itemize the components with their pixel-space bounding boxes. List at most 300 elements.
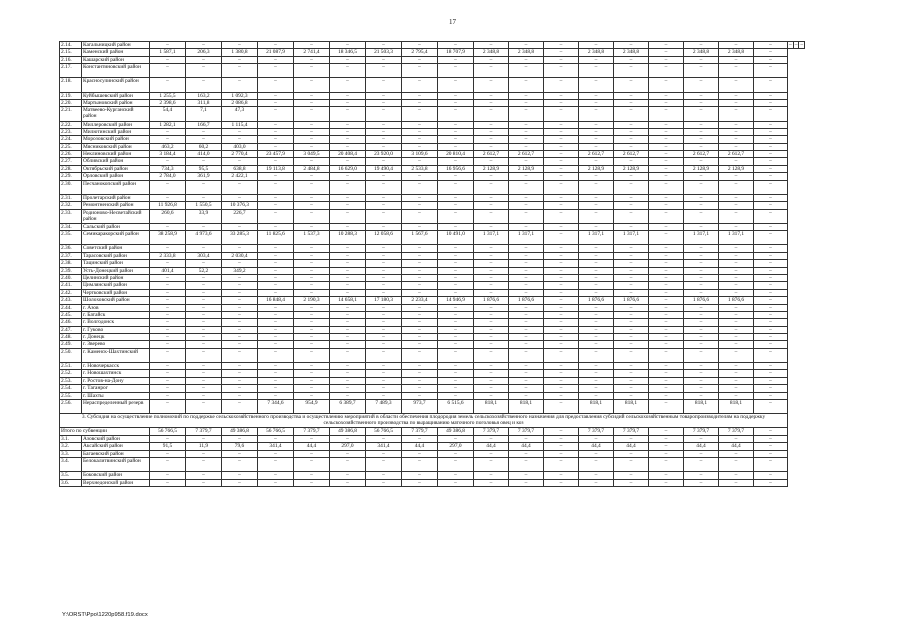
table-cell: –	[186, 385, 222, 392]
table-cell: 2 348,8	[474, 49, 509, 56]
table-cell: –	[294, 143, 330, 150]
table-cell: –	[614, 472, 649, 479]
table-cell: –	[366, 136, 402, 143]
table-cell: –	[544, 435, 579, 442]
table-cell: –	[509, 194, 544, 201]
table-cell: –	[649, 107, 684, 121]
table-cell: –	[544, 209, 579, 223]
table-cell: –	[649, 158, 684, 165]
table-cell: –	[579, 194, 614, 201]
table-cell: –	[366, 385, 402, 392]
table-cell: –	[649, 472, 684, 479]
table-cell: –	[402, 392, 438, 399]
file-path-footer: Y:\ORST\Ppo\1220p958.f19.docx	[62, 612, 148, 618]
table-cell: –	[649, 363, 684, 370]
table-cell: –	[222, 304, 258, 311]
table-cell: –	[509, 223, 544, 230]
table-cell: –	[579, 92, 614, 99]
table-cell: –	[719, 92, 754, 99]
table-cell: –	[438, 392, 474, 399]
table-cell: 2 348,8	[719, 49, 754, 56]
table-cell: –	[294, 319, 330, 326]
table-cell: –	[438, 385, 474, 392]
table-cell: 818,1	[614, 399, 649, 413]
table-cell: –	[438, 450, 474, 457]
row-name: Неклиновский район	[82, 151, 150, 158]
table-cell: –	[366, 282, 402, 289]
table-cell: –	[474, 319, 509, 326]
table-cell: –	[294, 363, 330, 370]
table-cell: –	[509, 385, 544, 392]
table-cell: –	[579, 450, 614, 457]
table-cell: –	[509, 56, 544, 63]
table-cell: –	[366, 99, 402, 106]
table-cell: –	[402, 304, 438, 311]
table-cell: –	[684, 385, 719, 392]
total-cell: 7 379,7	[579, 428, 614, 435]
row-name: Азовский район	[82, 435, 150, 442]
table-cell: –	[330, 341, 366, 348]
table-cell: –	[474, 56, 509, 63]
table-cell: –	[719, 472, 754, 479]
table-cell: –	[258, 56, 294, 63]
table-cell: –	[438, 435, 474, 442]
table-cell: –	[719, 267, 754, 274]
table-cell: –	[258, 326, 294, 333]
table-cell: –	[222, 334, 258, 341]
table-cell: –	[579, 143, 614, 150]
table-cell: –	[509, 341, 544, 348]
table-cell: –	[474, 304, 509, 311]
table-cell: –	[438, 245, 474, 252]
table-cell: –	[649, 42, 684, 49]
table-cell: –	[719, 121, 754, 128]
table-cell: –	[438, 64, 474, 78]
table-cell: 2 233,4	[402, 297, 438, 304]
table-cell: –	[474, 363, 509, 370]
total-cell: 56 766,5	[366, 428, 402, 435]
row-number: 3.3.	[60, 450, 82, 457]
table-cell: –	[330, 472, 366, 479]
table-cell: –	[474, 377, 509, 384]
table-cell: –	[438, 304, 474, 311]
table-cell: –	[579, 252, 614, 259]
total-cell: –	[649, 428, 684, 435]
table-cell: 818,1	[684, 399, 719, 413]
table-cell: –	[754, 260, 788, 267]
table-cell: –	[509, 363, 544, 370]
table-cell: –	[509, 289, 544, 296]
table-cell: –	[402, 341, 438, 348]
table-cell: –	[330, 78, 366, 92]
table-cell: –	[719, 136, 754, 143]
table-cell: –	[649, 348, 684, 362]
table-row	[60, 326, 805, 333]
table-cell: –	[754, 64, 788, 78]
table-cell: –	[366, 311, 402, 318]
table-cell: –	[754, 151, 788, 158]
table-cell: –	[222, 245, 258, 252]
total-cell: 7 379,7	[684, 428, 719, 435]
table-row	[60, 231, 805, 245]
table-cell: –	[684, 377, 719, 384]
table-cell: –	[614, 173, 649, 180]
row-number: 3.1.	[60, 435, 82, 442]
table-cell: 1 282,1	[150, 121, 186, 128]
table-cell: –	[579, 385, 614, 392]
table-cell: –	[330, 136, 366, 143]
row-number: 2.15.	[60, 49, 82, 56]
table-cell: –	[222, 158, 258, 165]
table-row	[60, 107, 805, 121]
table-cell: –	[150, 282, 186, 289]
table-cell: –	[754, 311, 788, 318]
table-row	[60, 223, 805, 230]
table-cell: 79,6	[222, 443, 258, 450]
table-cell: –	[719, 42, 754, 49]
table-cell: –	[150, 399, 186, 413]
row-number: 2.17.	[60, 64, 82, 78]
table-row	[60, 173, 805, 180]
table-cell: –	[614, 282, 649, 289]
table-cell: –	[649, 282, 684, 289]
table-cell: –	[579, 136, 614, 143]
table-row	[60, 479, 805, 486]
row-number: 2.46.	[60, 319, 82, 326]
section-heading: 3. Субсидия на осуществление полномочий по поддержке сельскохозяйственного производства и осуществлению мероприятий в области обеспечения плодородия земель сельскохозяйственного назначения для предоставления субсидий сельскохозяйственным товаропроизводителям на поддержку сельскохозяйственного производства по выращиванию маточного поголовья овец и коз	[60, 414, 788, 428]
table-cell: –	[474, 92, 509, 99]
table-row	[60, 136, 805, 143]
table-cell: –	[649, 297, 684, 304]
table-cell: –	[330, 194, 366, 201]
row-number: 2.37.	[60, 252, 82, 259]
table-cell: –	[509, 202, 544, 209]
table-cell: 1 317,1	[474, 231, 509, 245]
table-cell: –	[222, 128, 258, 135]
row-number: 2.51.	[60, 363, 82, 370]
table-cell: –	[754, 370, 788, 377]
table-cell: –	[402, 348, 438, 362]
table-cell: –	[186, 194, 222, 201]
table-cell: –	[649, 479, 684, 486]
table-cell: –	[150, 223, 186, 230]
table-cell: –	[509, 348, 544, 362]
table-cell: –	[544, 443, 579, 450]
table-cell: –	[186, 260, 222, 267]
table-cell: –	[544, 385, 579, 392]
table-cell: –	[150, 450, 186, 457]
table-cell: –	[294, 202, 330, 209]
table-cell: –	[294, 92, 330, 99]
table-cell: –	[509, 252, 544, 259]
table-cell: –	[222, 180, 258, 194]
table-cell: –	[684, 223, 719, 230]
table-row	[60, 245, 805, 252]
table-cell: 19 490,4	[366, 165, 402, 172]
table-cell: –	[579, 311, 614, 318]
table-cell: –	[438, 479, 474, 486]
table-cell: –	[366, 121, 402, 128]
table-cell: –	[614, 260, 649, 267]
table-cell: –	[402, 209, 438, 223]
table-cell: –	[614, 223, 649, 230]
table-cell: –	[294, 64, 330, 78]
total-cell: 7 379,7	[474, 428, 509, 435]
table-cell: –	[402, 377, 438, 384]
table-cell: –	[474, 99, 509, 106]
table-cell: –	[438, 158, 474, 165]
row-name: г. Гуково	[82, 326, 150, 333]
table-cell: –	[294, 78, 330, 92]
table-cell: –	[186, 56, 222, 63]
table-cell: –	[258, 128, 294, 135]
table-cell: –	[402, 472, 438, 479]
table-cell: –	[509, 326, 544, 333]
table-cell: 2 612,7	[684, 151, 719, 158]
table-cell: –	[509, 450, 544, 457]
table-cell: –	[684, 348, 719, 362]
table-cell: –	[509, 457, 544, 471]
total-cell: 49 386,8	[222, 428, 258, 435]
table-cell: 818,1	[579, 399, 614, 413]
table-cell: –	[754, 49, 788, 56]
table-cell: 303,4	[186, 252, 222, 259]
table-cell: 2 398,6	[150, 99, 186, 106]
table-cell: –	[294, 435, 330, 442]
table-cell: –	[222, 78, 258, 92]
table-cell: –	[544, 151, 579, 158]
table-cell: –	[258, 245, 294, 252]
table-cell: –	[544, 341, 579, 348]
table-cell: –	[684, 472, 719, 479]
table-cell: –	[222, 42, 258, 49]
table-row	[60, 99, 805, 106]
table-cell: –	[402, 180, 438, 194]
table-cell: –	[402, 311, 438, 318]
table-cell: –	[754, 121, 788, 128]
table-cell: –	[544, 450, 579, 457]
table-cell: –	[366, 260, 402, 267]
table-cell: –	[719, 173, 754, 180]
table-cell: –	[754, 223, 788, 230]
table-cell: –	[544, 128, 579, 135]
table-cell: –	[258, 472, 294, 479]
table-cell: –	[719, 450, 754, 457]
table-cell: –	[402, 99, 438, 106]
table-cell: –	[438, 260, 474, 267]
row-number: 2.56.	[60, 399, 82, 413]
table-cell: –	[474, 289, 509, 296]
table-cell: –	[258, 158, 294, 165]
table-cell: –	[684, 158, 719, 165]
table-cell: –	[402, 223, 438, 230]
table-cell: –	[614, 319, 649, 326]
table-cell: –	[649, 267, 684, 274]
table-cell: 1 876,6	[719, 297, 754, 304]
table-cell: –	[294, 311, 330, 318]
table-cell: 2 348,8	[509, 49, 544, 56]
table-cell: –	[544, 267, 579, 274]
table-row	[60, 377, 805, 384]
table-cell: 16 629,0	[330, 165, 366, 172]
table-cell: 44,4	[474, 443, 509, 450]
table-cell: –	[438, 267, 474, 274]
table-row	[60, 194, 805, 201]
table-row	[60, 392, 805, 399]
table-cell: –	[186, 392, 222, 399]
row-name: Миллеровский район	[82, 121, 150, 128]
table-cell: –	[719, 348, 754, 362]
table-cell: –	[544, 231, 579, 245]
table-cell: –	[509, 92, 544, 99]
table-cell: 954,9	[294, 399, 330, 413]
table-cell: –	[754, 297, 788, 304]
table-cell: 1 115,4	[222, 121, 258, 128]
total-cell: 7 379,7	[509, 428, 544, 435]
row-number: 2.14.	[60, 42, 82, 49]
table-cell: –	[258, 385, 294, 392]
table-cell: 1 317,1	[684, 231, 719, 245]
table-cell: –	[222, 457, 258, 471]
table-cell: –	[474, 479, 509, 486]
table-cell: –	[330, 121, 366, 128]
table-cell: –	[614, 450, 649, 457]
table-cell: –	[614, 56, 649, 63]
table-cell: –	[649, 260, 684, 267]
table-cell: –	[579, 223, 614, 230]
total-row-label: Итого по субвенции	[60, 428, 150, 435]
table-row	[60, 92, 805, 99]
table-row	[60, 319, 805, 326]
row-name: Багаевский район	[82, 450, 150, 457]
table-cell: –	[509, 472, 544, 479]
row-name: г. Таганрог	[82, 385, 150, 392]
table-cell: –	[649, 223, 684, 230]
table-cell: –	[684, 107, 719, 121]
table-row	[60, 297, 805, 304]
table-cell: –	[402, 121, 438, 128]
table-cell: –	[438, 334, 474, 341]
table-cell: –	[258, 107, 294, 121]
table-body-section-3-rows	[60, 435, 805, 486]
table-cell: 2 741,4	[294, 49, 330, 56]
table-cell: –	[474, 223, 509, 230]
table-row	[60, 209, 805, 223]
table-cell: –	[509, 334, 544, 341]
table-cell: –	[438, 209, 474, 223]
table-cell: –	[222, 223, 258, 230]
table-cell: –	[544, 311, 579, 318]
table-cell: –	[186, 370, 222, 377]
table-cell: –	[754, 472, 788, 479]
table-cell: –	[684, 56, 719, 63]
row-name: Ремонтненский район	[82, 202, 150, 209]
table-row	[60, 289, 805, 296]
table-cell: –	[509, 173, 544, 180]
row-name: Цимлянский район	[82, 282, 150, 289]
total-cell: 49 386,8	[438, 428, 474, 435]
table-row	[60, 334, 805, 341]
table-cell: –	[474, 158, 509, 165]
table-cell: –	[614, 457, 649, 471]
table-cell: –	[614, 64, 649, 78]
table-cell: –	[509, 42, 544, 49]
table-cell: –	[474, 128, 509, 135]
total-cell: 56 766,5	[258, 428, 294, 435]
table-cell: –	[754, 128, 788, 135]
table-cell: –	[719, 209, 754, 223]
table-cell: –	[614, 435, 649, 442]
table-cell: –	[649, 209, 684, 223]
row-name: Аксайский район	[82, 443, 150, 450]
table-cell: –	[579, 363, 614, 370]
table-cell: 2 030,4	[222, 252, 258, 259]
table-cell: –	[258, 267, 294, 274]
row-number: 2.43.	[60, 297, 82, 304]
table-cell: –	[258, 289, 294, 296]
row-number: 2.24.	[60, 136, 82, 143]
table-cell: –	[649, 457, 684, 471]
table-cell: 1 317,1	[614, 231, 649, 245]
row-number: 3.4.	[60, 457, 82, 471]
table-cell: –	[294, 274, 330, 281]
table-cell: –	[684, 173, 719, 180]
table-cell: –	[366, 107, 402, 121]
table-cell: –	[150, 245, 186, 252]
row-number: 2.36.	[60, 245, 82, 252]
table-cell: –	[258, 370, 294, 377]
row-name: Тарасовский район	[82, 252, 150, 259]
table-cell: –	[330, 450, 366, 457]
table-cell: –	[150, 385, 186, 392]
table-cell: –	[294, 377, 330, 384]
table-cell: –	[402, 370, 438, 377]
table-cell: –	[544, 282, 579, 289]
table-cell: –	[402, 289, 438, 296]
table-cell: –	[330, 457, 366, 471]
table-cell: –	[544, 363, 579, 370]
table-cell: 349,2	[222, 267, 258, 274]
row-number: 2.41.	[60, 282, 82, 289]
table-cell: –	[438, 143, 474, 150]
table-cell: –	[579, 245, 614, 252]
table-cell: –	[754, 392, 788, 399]
table-cell: –	[684, 289, 719, 296]
table-cell: –	[186, 42, 222, 49]
table-cell: –	[438, 180, 474, 194]
table-cell: –	[614, 326, 649, 333]
table-row	[60, 49, 805, 56]
table-cell: –	[150, 304, 186, 311]
table-cell: –	[544, 245, 579, 252]
table-cell: 33,9	[186, 209, 222, 223]
table-cell: –	[544, 319, 579, 326]
table-cell: –	[150, 363, 186, 370]
table-cell: –	[294, 267, 330, 274]
table-cell: 2 333,8	[150, 252, 186, 259]
table-cell: –	[614, 377, 649, 384]
row-number: 2.54.	[60, 385, 82, 392]
table-cell: –	[719, 289, 754, 296]
table-cell: –	[438, 202, 474, 209]
total-cell: 7 379,7	[402, 428, 438, 435]
table-cell: –	[754, 289, 788, 296]
table-cell: 1 550,5	[186, 202, 222, 209]
table-cell: –	[474, 143, 509, 150]
total-cell: 49 386,8	[330, 428, 366, 435]
table-cell: –	[366, 348, 402, 362]
table-cell: –	[754, 99, 788, 106]
